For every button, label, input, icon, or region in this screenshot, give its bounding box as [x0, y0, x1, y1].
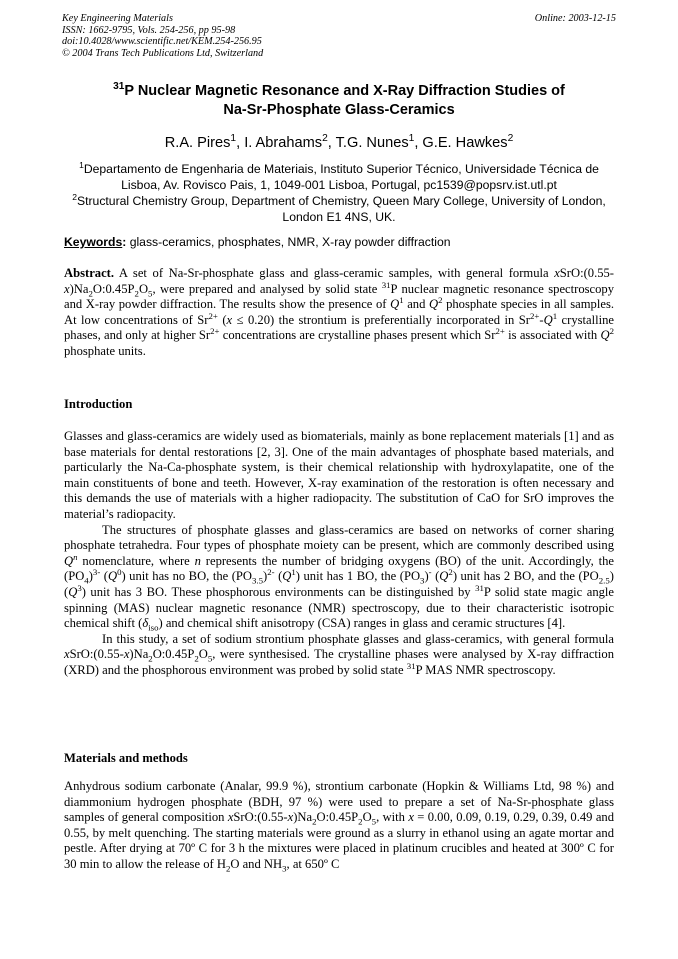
paragraph-text: SrO:(0.55-	[69, 647, 124, 662]
paragraph-text: )	[609, 569, 614, 584]
paragraph-text: O and NH	[230, 856, 283, 871]
variable-q: Q	[439, 569, 449, 584]
variable-x: x	[408, 810, 414, 825]
abstract-text: O:0.45P	[92, 281, 135, 296]
paragraph-text: represents the number of bridging oxygens (BO) of the unit. Accordingly, the (PO	[64, 553, 614, 584]
author-name: R.A. Pires	[164, 135, 231, 151]
paragraph	[64, 779, 614, 873]
paragraph-text: nomenclature, where	[77, 553, 195, 568]
abstract-text: crystalline phases, and only at higher Sr	[64, 312, 615, 343]
abstract-text: (	[217, 312, 227, 327]
paragraph-text: SrO:(0.55-	[233, 810, 288, 825]
paragraph-text: )	[263, 569, 268, 584]
paragraph-text: (	[274, 569, 283, 584]
superscript: 2	[438, 295, 443, 305]
paragraph-text: Anhydrous sodium carbonate (Analar, 99.9 %), strontium carbonate (Hopkin & Williams Ltd, 98 %) and diammonium hydrogen phosphate (BDH, 97 %) were used to prepare a set of Na-Sr-phosphate glass samples of general composition	[64, 779, 614, 825]
variable-q: Q	[600, 328, 610, 343]
subscript: 5	[207, 653, 213, 664]
superscript: -	[428, 567, 432, 578]
paragraph-text: O	[362, 810, 372, 825]
author-name: T.G. Nunes	[335, 135, 409, 151]
paragraph-text: ) unit has 1 BO, the (PO	[295, 569, 421, 584]
paragraph-text: O:0.45P	[316, 810, 359, 825]
abstract-text: phosphate species in all samples. At low concentrations of Sr	[64, 297, 614, 327]
variable-q: Q	[282, 569, 292, 584]
journal-header	[62, 13, 616, 59]
paragraph-text: P MAS NMR spectroscopy.	[415, 662, 556, 677]
variable-n: n	[194, 553, 201, 568]
superscript: 31	[475, 582, 484, 593]
variable-q: Q	[428, 297, 439, 312]
affiliation-1	[62, 161, 616, 193]
variable-x: x	[123, 647, 130, 662]
author-name: I. Abrahams	[244, 135, 323, 151]
variable-q: Q	[107, 569, 118, 584]
variable-x: x	[554, 266, 560, 280]
paragraph-text: In this study, a set of sodium strontium phosphate glasses and glass-ceramics, with general formula	[102, 631, 614, 646]
keywords	[64, 235, 451, 250]
subscript: 2	[194, 653, 199, 664]
subscript: 2	[134, 288, 139, 299]
delta-symbol: δ	[142, 616, 149, 631]
subscript: 2	[312, 816, 317, 827]
abstract-text: P nuclear magnetic resonance spectroscopy and X-ray powder diffraction. The results show the presence of	[64, 281, 614, 312]
affiliation-mark: 2	[322, 133, 328, 145]
superscript: 1	[399, 295, 404, 305]
subscript: 2.5	[598, 575, 610, 586]
abstract-text: A set of Na-Sr-phosphate glass and glass-ceramic samples, with general formula	[114, 266, 555, 280]
paragraph-text: P solid state magic angle spinning (MAS) nuclear magnetic resonance (NMR) spectroscopy, due to their characteristic isotropic chemical shift (	[64, 584, 615, 631]
doi-line: doi:10.4028/www.scientific.net/KEM.254-256.95	[62, 36, 262, 48]
journal-name: Key Engineering Materials	[62, 13, 173, 24]
superscript: 3-	[92, 567, 101, 578]
superscript: 2	[609, 326, 615, 337]
subscript: 5	[148, 288, 153, 299]
superscript: 3	[77, 582, 82, 593]
paragraph-text: )Na	[293, 810, 313, 825]
superscript: 31	[381, 279, 391, 290]
paragraph	[64, 523, 614, 632]
isotope-superscript: 31	[113, 81, 125, 93]
paragraph	[64, 632, 614, 679]
affiliations	[62, 161, 616, 225]
subscript: 2	[358, 816, 363, 827]
affiliation-number: 1	[79, 159, 84, 170]
subscript: iso	[148, 622, 159, 633]
superscript: 2	[448, 567, 453, 578]
subscript: 2	[148, 653, 153, 664]
paragraph-text: O	[198, 647, 208, 662]
affiliation-2	[62, 193, 616, 225]
variable-q: Q	[543, 312, 553, 327]
online-date: Online: 2003-12-15	[534, 13, 616, 24]
superscript: 2+	[210, 326, 220, 337]
subscript: 2	[88, 288, 93, 299]
variable-n: n	[73, 551, 78, 562]
copyright-line: © 2004 Trans Tech Publications Ltd, Switzerland	[62, 47, 264, 59]
keywords-colon: :	[122, 235, 127, 249]
affiliation-mark: 1	[230, 133, 237, 145]
introduction-body	[64, 429, 614, 679]
superscript: 2+	[529, 310, 540, 321]
subscript: 3.5	[252, 575, 264, 586]
variable-x: x	[64, 281, 70, 296]
paper-title	[62, 82, 616, 120]
paragraph-text: ) unit has no BO, the (PO	[121, 569, 253, 584]
paragraph-text: (	[100, 569, 108, 584]
affiliation-mark: 1	[408, 133, 415, 145]
variable-x: x	[287, 810, 294, 825]
paragraph-text: (	[64, 584, 69, 599]
paragraph: Glasses and glass-ceramics are widely used as biomaterials, mainly as bone replacement materials [1] and as base materials for dental restorations [2, 3]. One of the main advantages of phosphate based materials, and particularly the Na-Ca-phosphate system, is their chemical relationship with hydroxylapatite, one of the main constituents of bone and teeth. However, X-ray examination of the restoration is often necessary and this demands the use of materials with a higher radiopacity. The substitution of CaO for SrO improves the material’s radiopacity.	[64, 429, 614, 521]
paragraph-text: The structures of phosphate glasses and glass-ceramics are based on networks of corner sharing phosphate tetrahedra. Four types of phosphate moiety can be present, which are commonly described using	[64, 522, 614, 553]
abstract-text: -	[539, 312, 544, 327]
abstract-text: phosphate units.	[64, 343, 146, 358]
subscript: 5	[371, 816, 377, 827]
abstract-text: concentrations are crystalline phases present which Sr	[219, 328, 496, 343]
abstract-text: and	[403, 297, 429, 312]
superscript: 31	[406, 660, 416, 671]
variable-x: x	[227, 810, 234, 825]
author-separator: ,	[327, 135, 336, 151]
materials-methods-body	[64, 779, 614, 873]
subscript: 3	[420, 575, 425, 586]
paragraph-text: , with	[376, 810, 409, 825]
superscript: 2-	[267, 567, 275, 578]
subscript: 2	[225, 863, 231, 874]
affiliation-text: Departamento de Engenharia de Materiais, Instituto Superior Técnico, Universidade Técnica de Lisboa, Av. Rovisco Pais, 1, 1049-001 Lisboa, Portugal, pc1539@popsrv.ist.utl.pt	[83, 162, 599, 192]
superscript: 2+	[208, 310, 218, 321]
abstract-text: )Na	[69, 281, 89, 296]
author-list	[62, 134, 616, 152]
variable-q: Q	[64, 553, 74, 568]
author-name: G.E. Hawkes	[422, 135, 508, 151]
superscript: 2+	[495, 326, 505, 337]
paragraph-text: , at 650º C	[286, 856, 340, 871]
superscript: 1	[552, 310, 558, 321]
variable-x: x	[226, 312, 233, 327]
paragraph-text: ) and chemical shift anisotropy (CSA) ranges in glass and ceramic structures [4].	[158, 616, 566, 631]
superscript: 1	[291, 567, 296, 578]
variable-q: Q	[390, 297, 400, 312]
author-separator: ,	[236, 135, 245, 151]
abstract	[64, 266, 614, 360]
variable-q: Q	[68, 584, 78, 599]
paragraph-text: (	[431, 569, 440, 584]
paragraph-text: )Na	[129, 647, 149, 662]
title-line-1: P Nuclear Magnetic Resonance and X-Ray Diffraction Studies of	[124, 83, 565, 99]
paragraph-text: O:0.45P	[152, 647, 195, 662]
section-heading-introduction: Introduction	[64, 397, 133, 411]
abstract-text: , were prepared and analysed by solid state	[152, 281, 382, 296]
affiliation-mark: 2	[507, 133, 514, 145]
issn-line: ISSN: 1662-9795, Vols. 254-256, pp 95-98	[62, 24, 236, 36]
affiliation-number: 2	[72, 191, 77, 202]
paragraph-text: ) unit has 3 BO. These phosphorous environments can be distinguished by	[81, 584, 476, 599]
abstract-text: is associated with	[504, 328, 601, 343]
affiliation-text: Structural Chemistry Group, Department of Chemistry, Queen Mary College, University of London, London E1 4NS, UK.	[76, 194, 606, 224]
subscript: 3	[282, 863, 287, 874]
paragraph-text: )	[424, 569, 429, 584]
abstract-label: Abstract.	[64, 266, 115, 280]
superscript: 0	[117, 567, 122, 578]
title-line-2: Na-Sr-Phosphate Glass-Ceramics	[223, 102, 455, 118]
paragraph-text: = 0.00, 0.09, 0.19, 0.29, 0.39, 0.49 and 0.55, by melt quenching. The starting materials were ground as a slurry in ethanol using an agate mortar and pestle. After drying at 70º C for 3 h the mixtures were placed in platinum crucibles and heated at 300º C for 30 min to allow the release of H	[64, 810, 615, 871]
abstract-text: SrO:(0.55-	[559, 266, 614, 280]
variable-x: x	[64, 647, 70, 662]
paragraph-text: ) unit has 2 BO, and the (PO	[452, 569, 599, 584]
keywords-label: Keywords	[64, 235, 123, 249]
section-heading-materials-methods: Materials and methods	[64, 751, 188, 765]
paragraph-text: )	[88, 569, 93, 584]
keywords-text: glass-ceramics, phosphates, NMR, X-ray powder diffraction	[126, 235, 451, 249]
abstract-text: ≤ 0.20) the strontium is preferentially incorporated in Sr	[232, 312, 530, 327]
abstract-text: O	[138, 281, 149, 296]
paragraph-text: , were synthesised. The crystalline phases were analysed by X-ray diffraction (XRD) and the phosphorous environment was probed by solid state	[64, 647, 614, 677]
author-separator: ,	[414, 135, 423, 151]
subscript: 4	[84, 575, 89, 586]
